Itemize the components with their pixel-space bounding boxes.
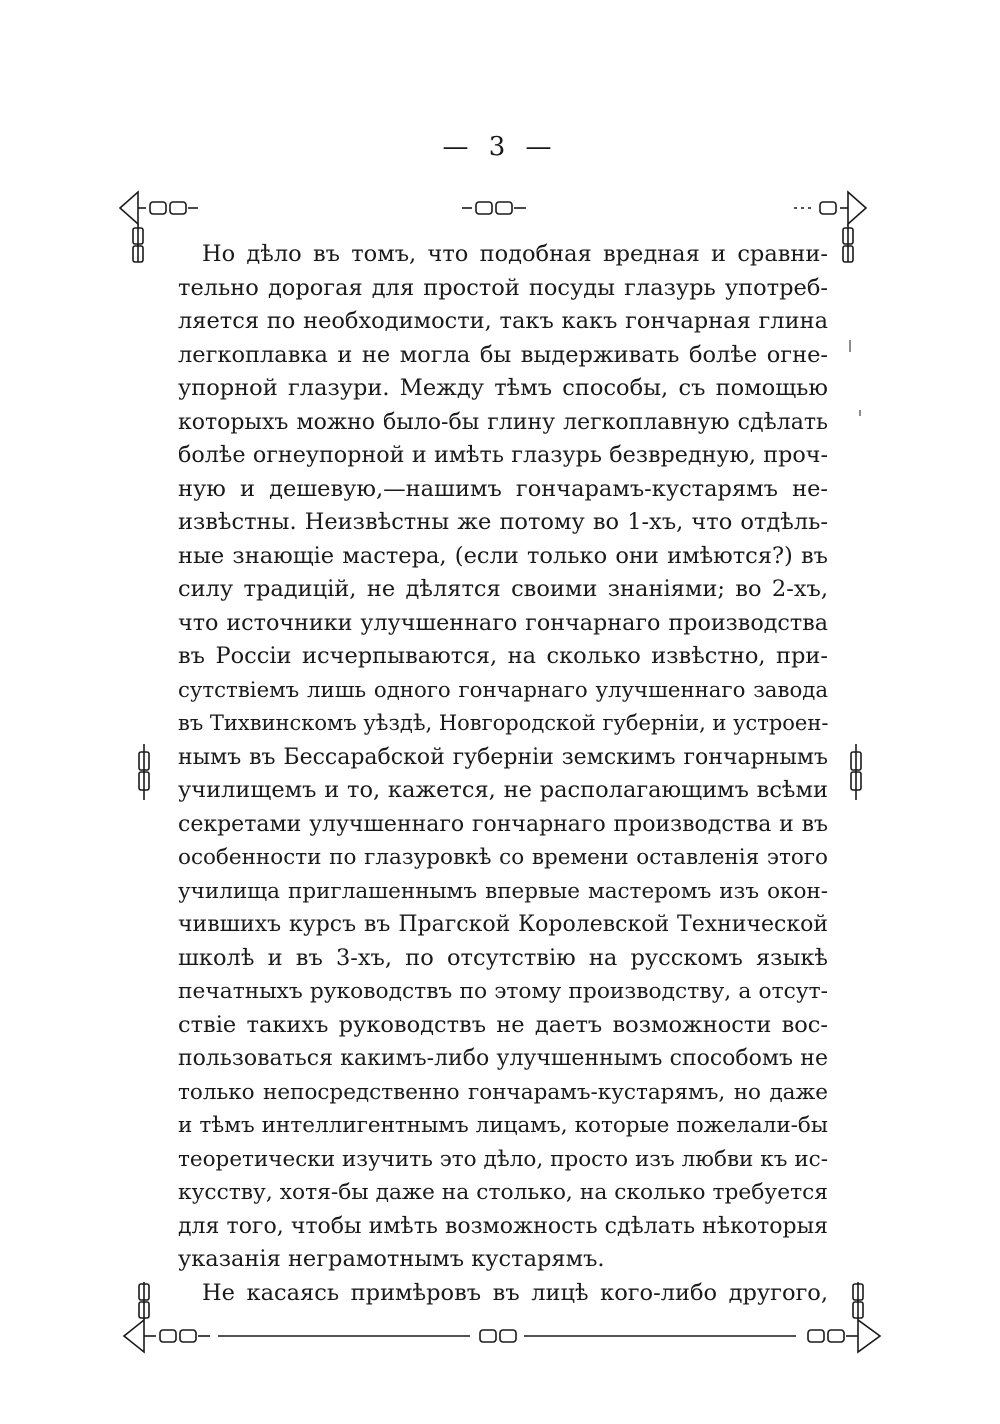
text-line: пользоваться какимъ-либо улучшеннымъ способомъ не	[178, 1046, 828, 1071]
bottom-center-ornament	[480, 1330, 516, 1342]
text-line: которыхъ можно было-бы глину легкоплавную сдѣлать	[178, 409, 828, 435]
text-line: училищемъ и то, кажется, не располагающимъ всѣми	[178, 777, 828, 803]
right-side-dashes	[850, 340, 860, 416]
text-line: Но дѣло въ томъ, что подобная вредная и сравни-	[202, 241, 828, 267]
text-line: нымъ въ Бессарабской губерніи земскимъ гончарнымъ	[178, 744, 828, 770]
text-line: указанія неграмотнымъ кустарямъ.	[178, 1246, 605, 1272]
text-line: секретами улучшеннаго гончарнаго производства и въ	[178, 811, 828, 837]
text-line: ляется по необходимости, такъ какъ гончарная глина	[178, 308, 828, 334]
text-line: сутствіемъ лишь одного гончарнаго улучшеннаго завода	[178, 677, 828, 703]
text-line: въ Тихвинскомъ уѣздѣ, Новгородской губерніи, и устроен-	[178, 711, 828, 735]
text-line: упорной глазури. Между тѣмъ способы, съ помощью	[178, 375, 828, 401]
text-line: училища приглашеннымъ впервые мастеромъ изъ окон-	[178, 878, 828, 904]
left-side-ornament	[139, 744, 149, 800]
text-line: для того, чтобы имѣть возможность сдѣлать нѣкоторыя	[178, 1213, 828, 1239]
text-line: особенности по глазуровкѣ со времени оставленія этого	[178, 845, 828, 870]
text-line: извѣстны. Неизвѣстны же потому во 1-хъ, что отдѣль-	[178, 509, 828, 535]
text-line: школѣ и въ 3-хъ, по отсутствію на русскомъ языкѣ	[178, 944, 828, 971]
body-text	[178, 238, 828, 1310]
right-side-ornament	[851, 744, 861, 800]
text-line: болѣе огнеупорной и имѣть глазурь безвредную, проч-	[178, 442, 828, 468]
text-line: ные знающіе мастера, (если только они имѣются?) въ	[178, 542, 828, 569]
text-line: силу традицій, не дѣлятся своими знаніями; во 2-хъ,	[178, 576, 828, 602]
text-line: ную и дешевую,—нашимъ гончарамъ-кустарямъ не-	[178, 475, 828, 502]
text-line: кусству, хотя-бы даже на столько, на сколько требуется	[178, 1180, 828, 1205]
text-line: теоретически изучить это дѣло, просто изъ любви къ ис-	[178, 1146, 828, 1172]
text-line: тельно дорогая для простой посуды глазурь употреб-	[178, 274, 828, 301]
text-line: печатныхъ руководствъ по этому производству, а отсут-	[178, 979, 828, 1004]
text-line: Не касаясь примѣровъ въ лицѣ кого-либо другого,	[202, 1279, 828, 1306]
text-line: въ Россіи исчерпываются, на сколько извѣстно, при-	[178, 643, 828, 669]
text-line: что источники улучшеннаго гончарнаго производства	[178, 609, 828, 636]
text-line: и тѣмъ интеллигентнымъ лицамъ, которые пожелали-бы	[178, 1113, 828, 1138]
page-number: — 3 —	[442, 132, 558, 162]
top-center-ornament	[462, 202, 526, 214]
text-line: только непосредственно гончарамъ-кустарямъ, но даже	[178, 1079, 828, 1105]
text-line: ствіе такихъ руководствъ не даетъ возможности вос-	[178, 1011, 828, 1038]
text-line: легкоплавка и не могла бы выдерживать болѣе огне-	[178, 341, 828, 368]
text-line: чившихъ курсъ въ Прагской Королевской Технической	[178, 912, 828, 937]
